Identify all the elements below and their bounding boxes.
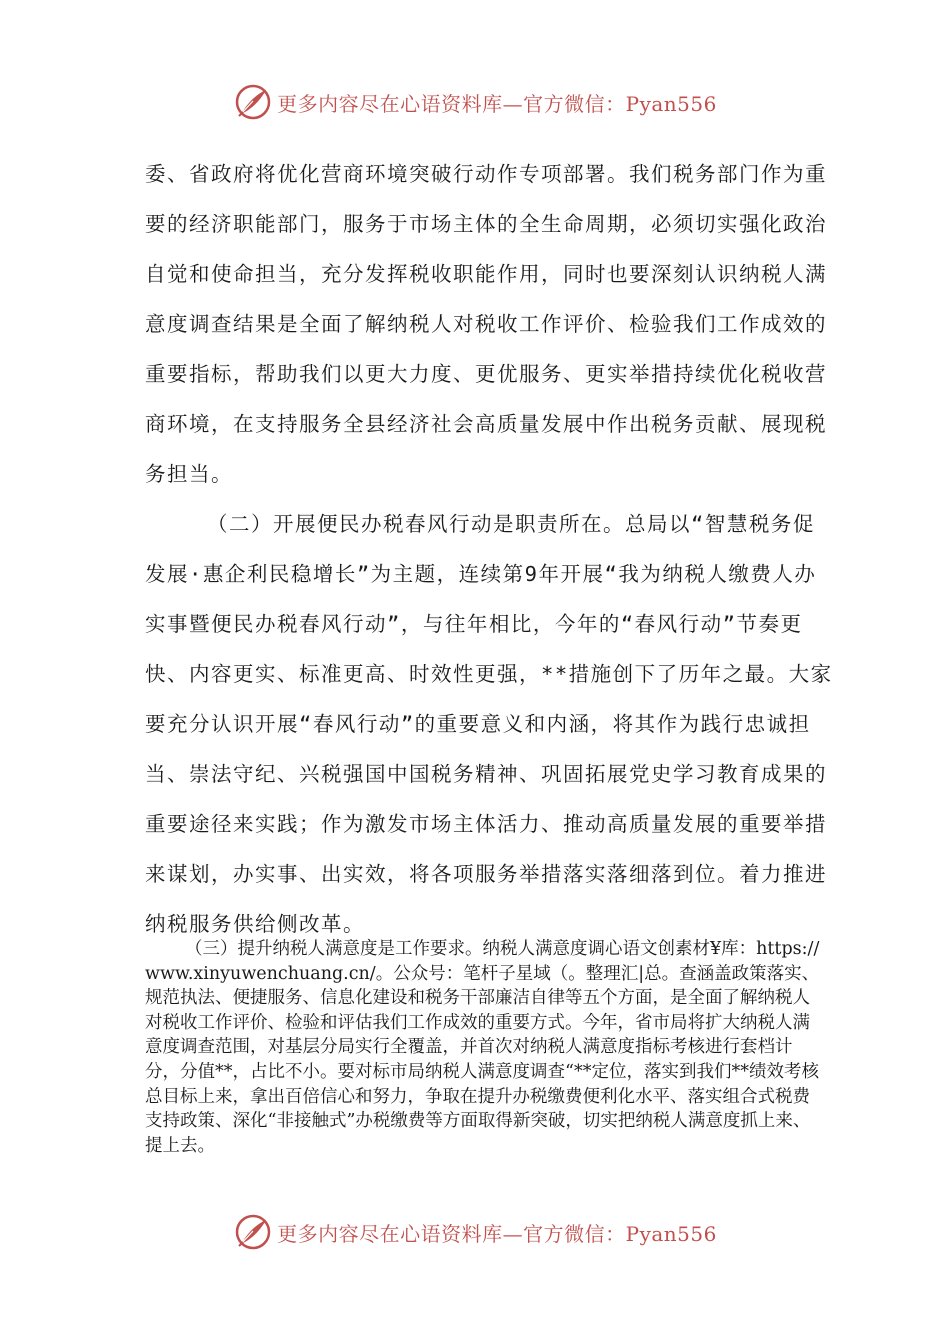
paragraph-section-three: （三）提升纳税人满意度是工作要求。纳税人满意度调心语文创素材¥库：https://www.xinyuwenchuang.cn/。公众号：笔杆子星域（。整理汇|总。查涵盖政策落实、规范执法、便捷服务、信息化建设和税务干部廉洁自律等五个方面，是全面了解纳税人对税收工作评价、检验和评估我们工作成效的重要方式。今年，省市局将扩大纳税人满意度调查范围，对基层分局实行全覆盖，并首次对纳税人满意度指标考核进行套档计分，分值**，占比不小。要对标市局纳税人满意度调查“**定位，落实到我们**绩效考核总目标上来，拿出百倍信心和努力，争取在提升办税缴费便利化水平、落实组合式税费支持政策、深化“非接触式”办税缴费等方面取得新突破，切实把纳税人满意度抓上来、提上去。 — [145, 939, 820, 1156]
feather-pen-icon — [233, 1212, 273, 1252]
header-banner — [0, 82, 950, 122]
section-three-text — [145, 937, 825, 1158]
footer-banner-text: 更多内容尽在心语资料库—官方微信：Pyan556 — [277, 1221, 717, 1246]
feather-pen-icon — [233, 82, 273, 122]
paragraph-section-two: （二）开展便民办税春风行动是职责所在。总局以“智慧税务促发展·惠企利民稳增长”为主题，连续第9年开展“我为纳税人缴费人办实事暨便民办税春风行动”，与往年相比，今年的“春风行动”节奏更快、内容更实、标准更高、时效性更强，**措施创下了历年之最。大家要充分认识开展“春风行动”的重要意义和内涵，将其作为践行忠诚担当、崇法守纪、兴税强国中国税务精神、巩固拓展党史学习教育成果的重要途径来实践；作为激发市场主体活力、推动高质量发展的重要举措来谋划，办实事、出实效，将各项服务举措落实落细落到位。着力推进纳税服务供给侧改革。 — [145, 512, 833, 936]
main-body-text — [145, 149, 835, 949]
header-banner-text: 更多内容尽在心语资料库—官方微信：Pyan556 — [277, 91, 717, 116]
paragraph-continuation: 委、省政府将优化营商环境突破行动作专项部署。我们税务部门作为重要的经济职能部门，服务于市场主体的全生命周期，必须切实强化政治自觉和使命担当，充分发挥税收职能作用，同时也要深刻认识纳税人满意度调查结果是全面了解纳税人对税收工作评价、检验我们工作成效的重要指标，帮助我们以更大力度、更优服务、更实举措持续优化税收营商环境，在支持服务全县经济社会高质量发展中作出税务贡献、展现税务担当。 — [145, 162, 827, 486]
footer-banner — [0, 1212, 950, 1252]
